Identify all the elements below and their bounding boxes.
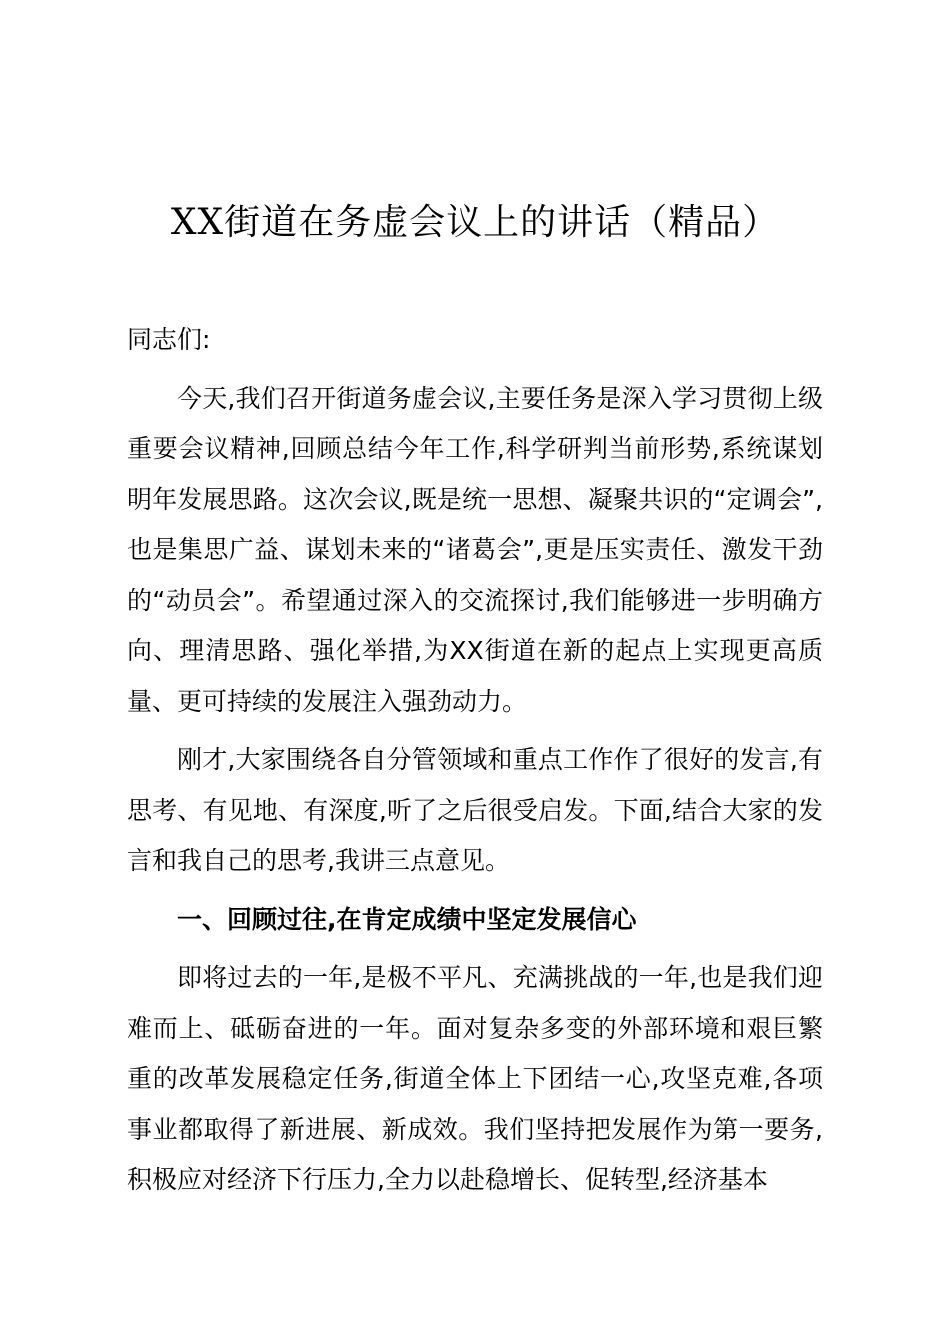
salutation: 同志们:	[127, 325, 211, 354]
document-body	[127, 315, 823, 1214]
paragraph-opening: 今天,我们召开街道务虚会议,主要任务是深入学习贯彻上级重要会议精神,回顾总结今年工作,科学研判当前形势,系统谋划明年发展思路。这次会议,既是统一思想、凝聚共识的“定调会”,也是集思广益、谋划未来的“诸葛会”,更是压实责任、激发干劲的“动员会”。希望通过深入的交流探讨,我们能够进一步明确方向、理清思路、强化举措,为XX街道在新的起点上实现更高质量、更可持续的发展注入强劲动力。	[127, 383, 823, 716]
document-title: XX街道在务虚会议上的讲话（精品）	[170, 202, 780, 243]
section-paragraph: 即将过去的一年,是极不平凡、充满挑战的一年,也是我们迎难而上、砥砺奋进的一年。面对复杂多变的外部环境和艰巨繁重的改革发展稳定任务,街道全体上下团结一心,攻坚克难,各项事业都取得了新进展、新成效。我们坚持把发展作为第一要务,积极应对经济下行压力,全力以赴稳增长、促转型,经济基本	[127, 963, 823, 1194]
section-heading-1: 一、回顾过往,在肯定成绩中坚定发展信心	[177, 904, 637, 934]
paragraph-transition: 刚才,大家围绕各自分管领域和重点工作作了很好的发言,有思考、有见地、有深度,听了之后很受启发。下面,结合大家的发言和我自己的思考,我讲三点意见。	[127, 745, 823, 875]
